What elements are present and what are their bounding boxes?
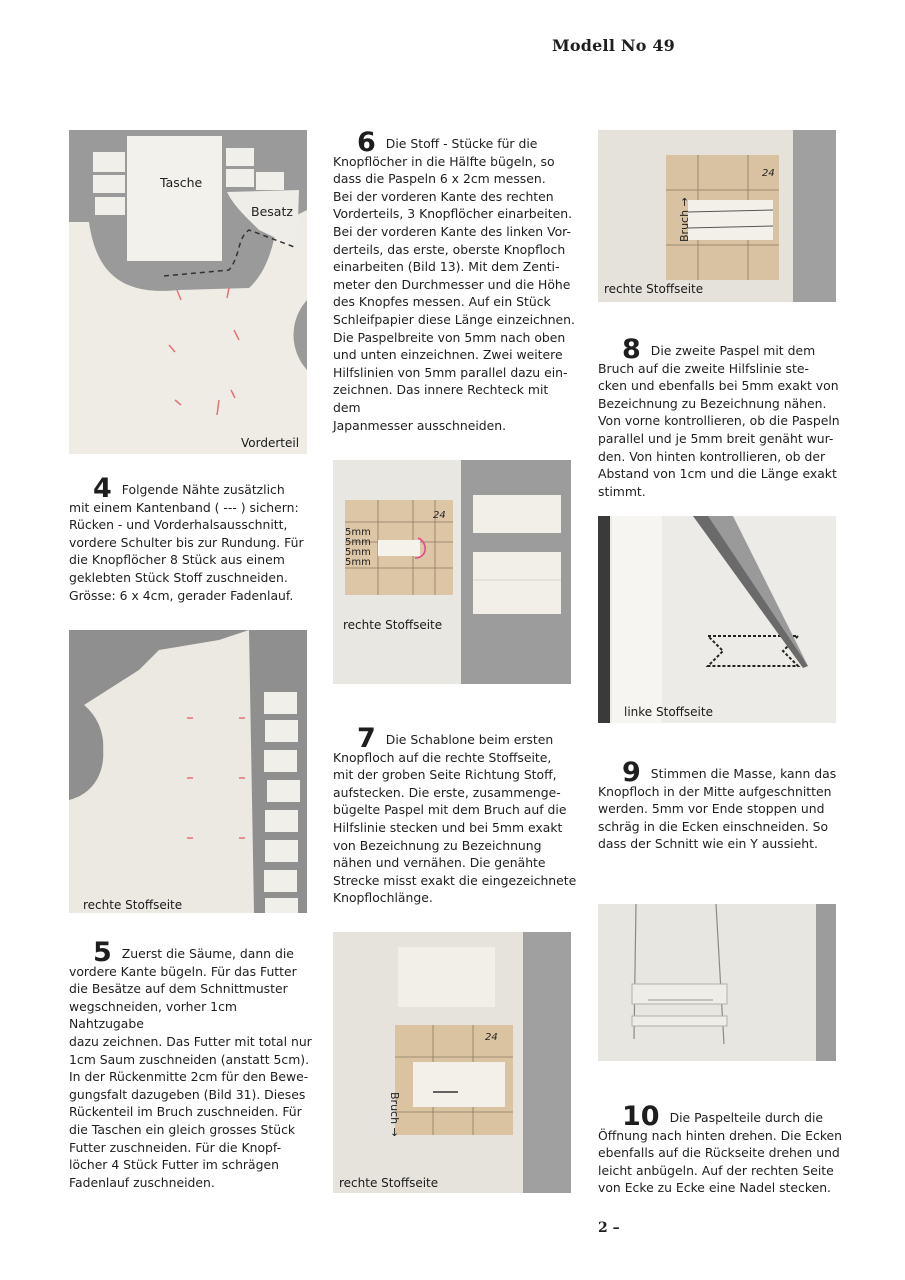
buttonhole-illustration <box>598 904 836 1061</box>
step-number: 7 <box>357 723 376 754</box>
step-7: 7 Die Schablone beim ersten Knopfloch auf die rechte Stoffseite, mit der groben Seite Richtung Stoff, aufstecken. Die erste, zusammenge- bügelte Paspel mit dem Bruch auf die Hilfslinie stecken und bei 5mm exakt von Bezeichnung zu Bezeichnung nähen und vernähen. Die genähte Strecke misst exakt die eingezeichnete Knopflochlänge. <box>333 723 577 906</box>
bodice-pieces-illustration <box>69 630 307 913</box>
ruler-mark: 5mm <box>345 527 371 538</box>
step-8: 8 Die zweite Paspel mit dem Bruch auf die zweite Hilfslinie ste- cken und ebenfalls bei 5mm exakt von Bezeichnung zu Bezeichnung nähen. Von vorne kontrollieren, ob die Paspeln parallel und je 5mm breit genäht wur- den. Von hinten kontrollieren, ob der Abstand von 1cm und die Länge exakt stimmt. <box>598 334 840 499</box>
label-tasche: Tasche <box>160 175 203 190</box>
photo-linke-stoffseite <box>598 516 836 723</box>
template-on-fabric-illustration <box>333 932 571 1193</box>
ruler-mark: 5mm <box>345 537 371 548</box>
photo-step-10 <box>598 904 836 1061</box>
ruler-number: 24 <box>485 1032 498 1043</box>
ruler-number: 24 <box>433 510 446 521</box>
photo-vorderteil <box>69 130 307 454</box>
ruler-mark: 5mm <box>345 557 371 568</box>
page-title: Modell No 49 <box>552 36 676 55</box>
step-5: 5 Zuerst die Säume, dann die vordere Kante bügeln. Für das Futter die Besätze auf dem Schnittmuster wegschneiden, vorher 1cm Nahtzugabe dazu zeichnen. Das Futter mit total nur 1cm Saum zuschneiden (anstatt 5cm). In der Rückenmitte 2cm für den Bewe- gungsfalt dazugeben (Bild 31). Dieses Rückenteil im Bruch zuschneiden. Für die Taschen ein gleich grosses Stück Futter zuschneiden. Für die Knopf- löcher 4 Stück Futter im schrägen Fadenlauf zuschneiden. <box>69 937 312 1190</box>
photo-rechte-stoffseite-4 <box>598 130 836 302</box>
photo-caption: Vorderteil <box>241 436 300 450</box>
photo-caption: rechte Stoffseite <box>604 282 704 296</box>
step-number: 9 <box>622 757 641 788</box>
step-4: 4 Folgende Nähte zusätzlich mit einem Kantenband ( --- ) sichern: Rücken - und Vorderhalsausschnitt, vordere Schulter bis zur Rundung. Für die Knopflöcher 8 Stück aus einem geklebten Stück Stoff zuschneiden. Grösse: 6 x 4cm, gerader Fadenlauf. <box>69 473 304 603</box>
step-9: 9 Stimmen die Masse, kann das Knopfloch in der Mitte aufgeschnitten werden. 5mm vor Ende stoppen und schräg in die Ecken einschneiden. So dass der Schnitt wie ein Y aussieht. <box>598 757 837 852</box>
step-10: 10 Die Paspelteile durch die Öffnung nach hinten drehen. Die Ecken ebenfalls auf die Rückseite drehen und leicht anbügeln. Auf der rechten Seite von Ecke zu Ecke eine Nadel stecken. <box>598 1101 843 1196</box>
photo-caption: rechte Stoffseite <box>83 898 183 912</box>
scissors-illustration <box>598 516 836 723</box>
ruler-number: 24 <box>762 168 775 179</box>
ruler-mark: 5mm <box>345 547 371 558</box>
photo-caption: rechte Stoffseite <box>343 618 443 632</box>
step-number: 6 <box>357 127 376 158</box>
template-illustration <box>333 460 571 684</box>
photo-rechte-stoffseite-3 <box>333 932 571 1193</box>
step-number: 8 <box>622 334 641 365</box>
fold-label: Bruch → <box>678 197 691 242</box>
seam-template-illustration <box>598 130 836 302</box>
step-6: 6 Die Stoff - Stücke für die Knopflöcher in die Hälfte bügeln, so dass die Paspeln 6 x 2cm messen. Bei der vorderen Kante des rechten Vorderteils, 3 Knopflöcher einarbeiten. Bei der vorderen Kante des linken Vor- derteils, das erste, oberste Knopfloch einarbeiten (Bild 13). Mit dem Zenti- meter den Durchmesser und die Höhe des Knopfes messen. Auf ein Stück Schleifpapier diese Länge einzeichnen. Die Paspelbreite von 5mm nach oben und unten einzeichnen. Zwei weitere Hilfslinien von 5mm parallel dazu ein- zeichnen. Das innere Rechteck mit dem Japanmesser ausschneiden. <box>333 127 575 433</box>
photo-rechte-stoffseite-2 <box>333 460 571 684</box>
step-number: 4 <box>93 473 112 504</box>
photo-caption: rechte Stoffseite <box>339 1176 439 1190</box>
label-besatz: Besatz <box>251 204 293 219</box>
step-number: 10 <box>622 1101 660 1132</box>
page-number: 2 – <box>598 1220 620 1236</box>
step-number: 5 <box>93 937 112 968</box>
photo-caption: linke Stoffseite <box>624 705 713 719</box>
photo-rechte-stoffseite-1 <box>69 630 307 913</box>
fold-label: Bruch → <box>388 1092 401 1137</box>
